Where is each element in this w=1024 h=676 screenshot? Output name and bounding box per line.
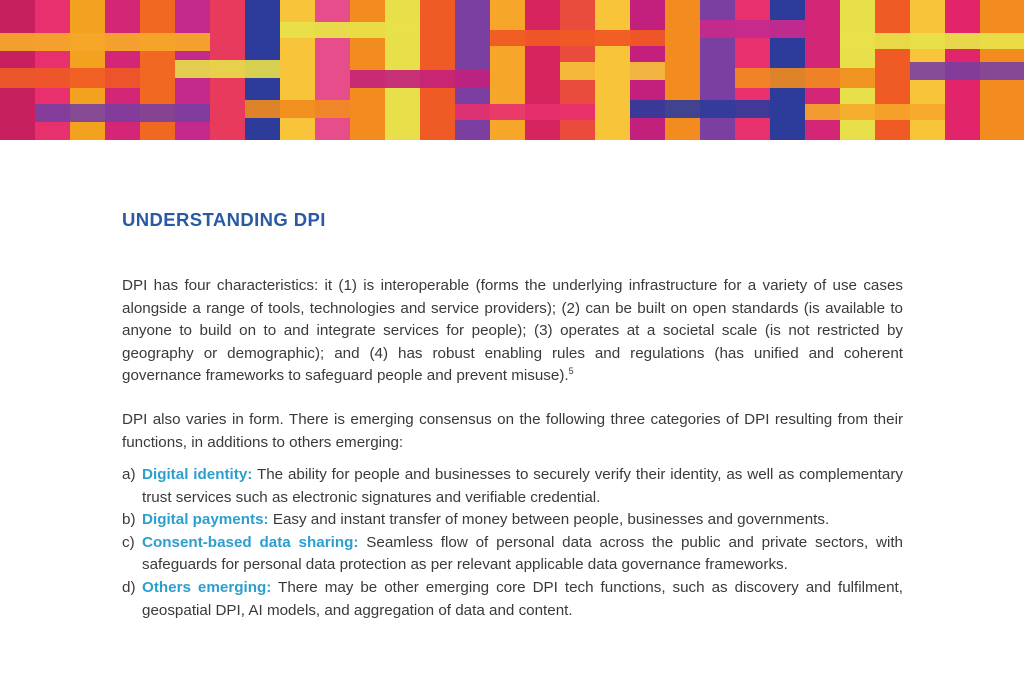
section-heading: UNDERSTANDING DPI bbox=[122, 209, 326, 230]
list-item bbox=[122, 464, 903, 509]
category-term: Digital payments: bbox=[142, 511, 269, 529]
category-description: The ability for people and businesses to securely verify their identity, as well as complementary trust services such as electronic signatures and verifiable credential. bbox=[142, 466, 903, 506]
footnote-reference[interactable]: 5 bbox=[568, 366, 574, 377]
category-description: There may be other emerging core DPI tech functions, such as discovery and fulfilment, geospatial DPI, AI models, and aggregation of data and content. bbox=[142, 578, 903, 619]
forms-paragraph: DPI also varies in form. There is emerging consensus on the following three categories of DPI resulting from their functions, in additions to others emerging: bbox=[122, 411, 903, 451]
list-marker: c) bbox=[122, 533, 135, 551]
list-marker: b) bbox=[122, 511, 136, 529]
category-term: Others emerging: bbox=[142, 578, 272, 596]
characteristics-paragraph bbox=[122, 275, 903, 388]
category-description: Seamless flow of personal data across the public and private sectors, with safeguards for personal data protection as per relevant applicable data governance frameworks. bbox=[142, 533, 903, 574]
decorative-banner bbox=[0, 0, 1024, 140]
category-term: Consent-based data sharing: bbox=[142, 533, 359, 551]
category-description: Easy and instant transfer of money between people, businesses and governments. bbox=[272, 511, 830, 529]
list-item bbox=[122, 532, 903, 577]
list-marker: a) bbox=[122, 466, 136, 483]
category-term: Digital identity: bbox=[142, 466, 253, 483]
list-marker: d) bbox=[122, 578, 136, 596]
dpi-categories-list bbox=[122, 464, 903, 622]
list-item bbox=[122, 509, 903, 532]
paragraph-text: DPI has four characteristics: it (1) is interoperable (forms the underlying infrastructure for a variety of use cases alongside a range of tools, technologies and service providers); (2) can be built on open standards (is available to anyone to build on to and integrate services for people); (3) operates at a societal scale (is not restricted by geography or demographic); and (4) has robust enabling rules and regulations (has unified and coherent governance frameworks to safeguard people and prevent misuse). bbox=[122, 277, 903, 385]
list-item bbox=[122, 577, 903, 622]
